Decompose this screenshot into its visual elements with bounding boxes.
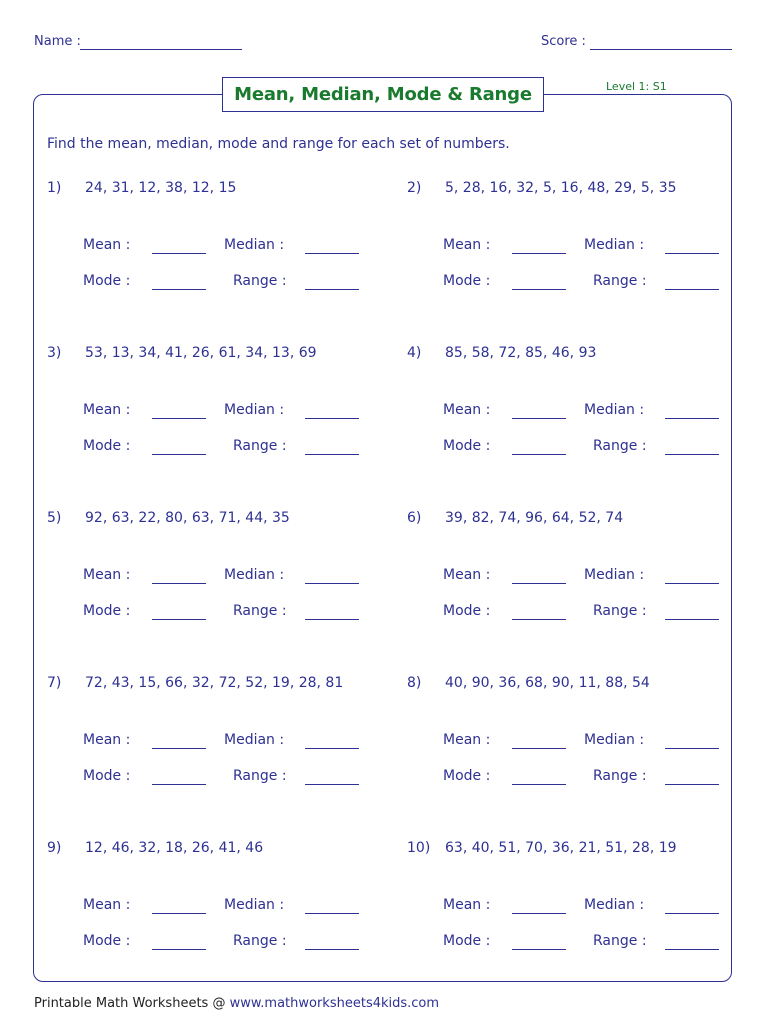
problem-number: 2) [407, 180, 422, 196]
footer-link[interactable]: www.mathworksheets4kids.com [229, 996, 440, 1011]
problem-3 [47, 345, 377, 465]
problem-6 [407, 510, 737, 630]
range-label: Range : [593, 768, 647, 784]
mode-label: Mode : [443, 603, 491, 619]
median-answer-blank[interactable] [665, 418, 719, 419]
median-answer-blank[interactable] [305, 253, 359, 254]
mean-answer-blank[interactable] [512, 583, 566, 584]
problem-number: 10) [407, 840, 431, 856]
score-label: Score : [541, 34, 586, 49]
mean-label: Mean : [83, 237, 131, 253]
number-set: 5, 28, 16, 32, 5, 16, 48, 29, 5, 35 [445, 180, 677, 196]
median-label: Median : [584, 402, 645, 418]
range-label: Range : [233, 438, 287, 454]
number-set: 24, 31, 12, 38, 12, 15 [85, 180, 237, 196]
mean-label: Mean : [443, 732, 491, 748]
mode-answer-blank[interactable] [152, 289, 206, 290]
mean-answer-blank[interactable] [152, 583, 206, 584]
mode-answer-blank[interactable] [152, 619, 206, 620]
mean-answer-blank[interactable] [152, 913, 206, 914]
range-answer-blank[interactable] [665, 784, 719, 785]
mode-answer-blank[interactable] [152, 949, 206, 950]
median-label: Median : [584, 732, 645, 748]
name-line[interactable] [80, 49, 242, 50]
range-answer-blank[interactable] [665, 454, 719, 455]
range-answer-blank[interactable] [305, 454, 359, 455]
range-label: Range : [233, 768, 287, 784]
mean-label: Mean : [443, 237, 491, 253]
median-answer-blank[interactable] [305, 583, 359, 584]
problem-2 [407, 180, 737, 300]
problem-number: 1) [47, 180, 62, 196]
mean-answer-blank[interactable] [512, 913, 566, 914]
range-answer-blank[interactable] [305, 619, 359, 620]
median-answer-blank[interactable] [305, 418, 359, 419]
median-answer-blank[interactable] [305, 748, 359, 749]
mean-label: Mean : [83, 402, 131, 418]
median-answer-blank[interactable] [665, 913, 719, 914]
problem-5 [47, 510, 377, 630]
problem-number: 7) [47, 675, 62, 691]
score-line[interactable] [590, 49, 732, 50]
footer [34, 996, 439, 1011]
number-set: 63, 40, 51, 70, 36, 21, 51, 28, 19 [445, 840, 677, 856]
median-label: Median : [224, 567, 285, 583]
mode-answer-blank[interactable] [512, 949, 566, 950]
median-label: Median : [584, 567, 645, 583]
mean-label: Mean : [83, 567, 131, 583]
name-label: Name : [34, 34, 81, 49]
range-label: Range : [233, 933, 287, 949]
mode-label: Mode : [443, 438, 491, 454]
median-label: Median : [584, 237, 645, 253]
range-answer-blank[interactable] [665, 949, 719, 950]
mode-label: Mode : [443, 933, 491, 949]
mode-label: Mode : [443, 768, 491, 784]
median-label: Median : [584, 897, 645, 913]
level-label: Level 1: S1 [606, 80, 667, 93]
range-label: Range : [593, 933, 647, 949]
problem-number: 4) [407, 345, 422, 361]
mode-label: Mode : [83, 438, 131, 454]
mode-label: Mode : [83, 933, 131, 949]
mode-label: Mode : [443, 273, 491, 289]
range-answer-blank[interactable] [665, 619, 719, 620]
mean-answer-blank[interactable] [512, 418, 566, 419]
range-label: Range : [593, 273, 647, 289]
median-label: Median : [224, 897, 285, 913]
range-label: Range : [233, 603, 287, 619]
range-label: Range : [593, 438, 647, 454]
mode-label: Mode : [83, 273, 131, 289]
mode-label: Mode : [83, 768, 131, 784]
median-answer-blank[interactable] [305, 913, 359, 914]
problem-4 [407, 345, 737, 465]
mean-answer-blank[interactable] [512, 253, 566, 254]
problem-number: 6) [407, 510, 422, 526]
range-answer-blank[interactable] [305, 289, 359, 290]
problem-7 [47, 675, 377, 795]
mean-label: Mean : [443, 897, 491, 913]
problem-1 [47, 180, 377, 300]
problem-number: 5) [47, 510, 62, 526]
number-set: 53, 13, 34, 41, 26, 61, 34, 13, 69 [85, 345, 317, 361]
mean-label: Mean : [443, 402, 491, 418]
mode-answer-blank[interactable] [512, 289, 566, 290]
problem-number: 3) [47, 345, 62, 361]
mode-answer-blank[interactable] [152, 784, 206, 785]
mean-label: Mean : [83, 732, 131, 748]
mean-answer-blank[interactable] [152, 418, 206, 419]
mode-answer-blank[interactable] [512, 784, 566, 785]
mean-answer-blank[interactable] [512, 748, 566, 749]
problem-8 [407, 675, 737, 795]
mean-label: Mean : [443, 567, 491, 583]
mean-label: Mean : [83, 897, 131, 913]
range-answer-blank[interactable] [305, 784, 359, 785]
median-label: Median : [224, 402, 285, 418]
median-answer-blank[interactable] [665, 748, 719, 749]
number-set: 40, 90, 36, 68, 90, 11, 88, 54 [445, 675, 650, 691]
median-label: Median : [224, 732, 285, 748]
median-answer-blank[interactable] [665, 253, 719, 254]
footer-prefix: Printable Math Worksheets @ [34, 996, 230, 1011]
problem-9 [47, 840, 377, 960]
range-answer-blank[interactable] [305, 949, 359, 950]
mode-answer-blank[interactable] [512, 454, 566, 455]
range-answer-blank[interactable] [665, 289, 719, 290]
mode-answer-blank[interactable] [512, 619, 566, 620]
problem-number: 9) [47, 840, 62, 856]
number-set: 92, 63, 22, 80, 63, 71, 44, 35 [85, 510, 290, 526]
problem-10 [407, 840, 737, 960]
number-set: 85, 58, 72, 85, 46, 93 [445, 345, 597, 361]
problem-number: 8) [407, 675, 422, 691]
worksheet-title: Mean, Median, Mode & Range [222, 77, 544, 112]
median-answer-blank[interactable] [665, 583, 719, 584]
mode-label: Mode : [83, 603, 131, 619]
number-set: 12, 46, 32, 18, 26, 41, 46 [85, 840, 264, 856]
instructions: Find the mean, median, mode and range for each set of numbers. [47, 136, 510, 152]
range-label: Range : [233, 273, 287, 289]
number-set: 72, 43, 15, 66, 32, 72, 52, 19, 28, 81 [85, 675, 344, 691]
mode-answer-blank[interactable] [152, 454, 206, 455]
number-set: 39, 82, 74, 96, 64, 52, 74 [445, 510, 624, 526]
mean-answer-blank[interactable] [152, 748, 206, 749]
range-label: Range : [593, 603, 647, 619]
median-label: Median : [224, 237, 285, 253]
mean-answer-blank[interactable] [152, 253, 206, 254]
